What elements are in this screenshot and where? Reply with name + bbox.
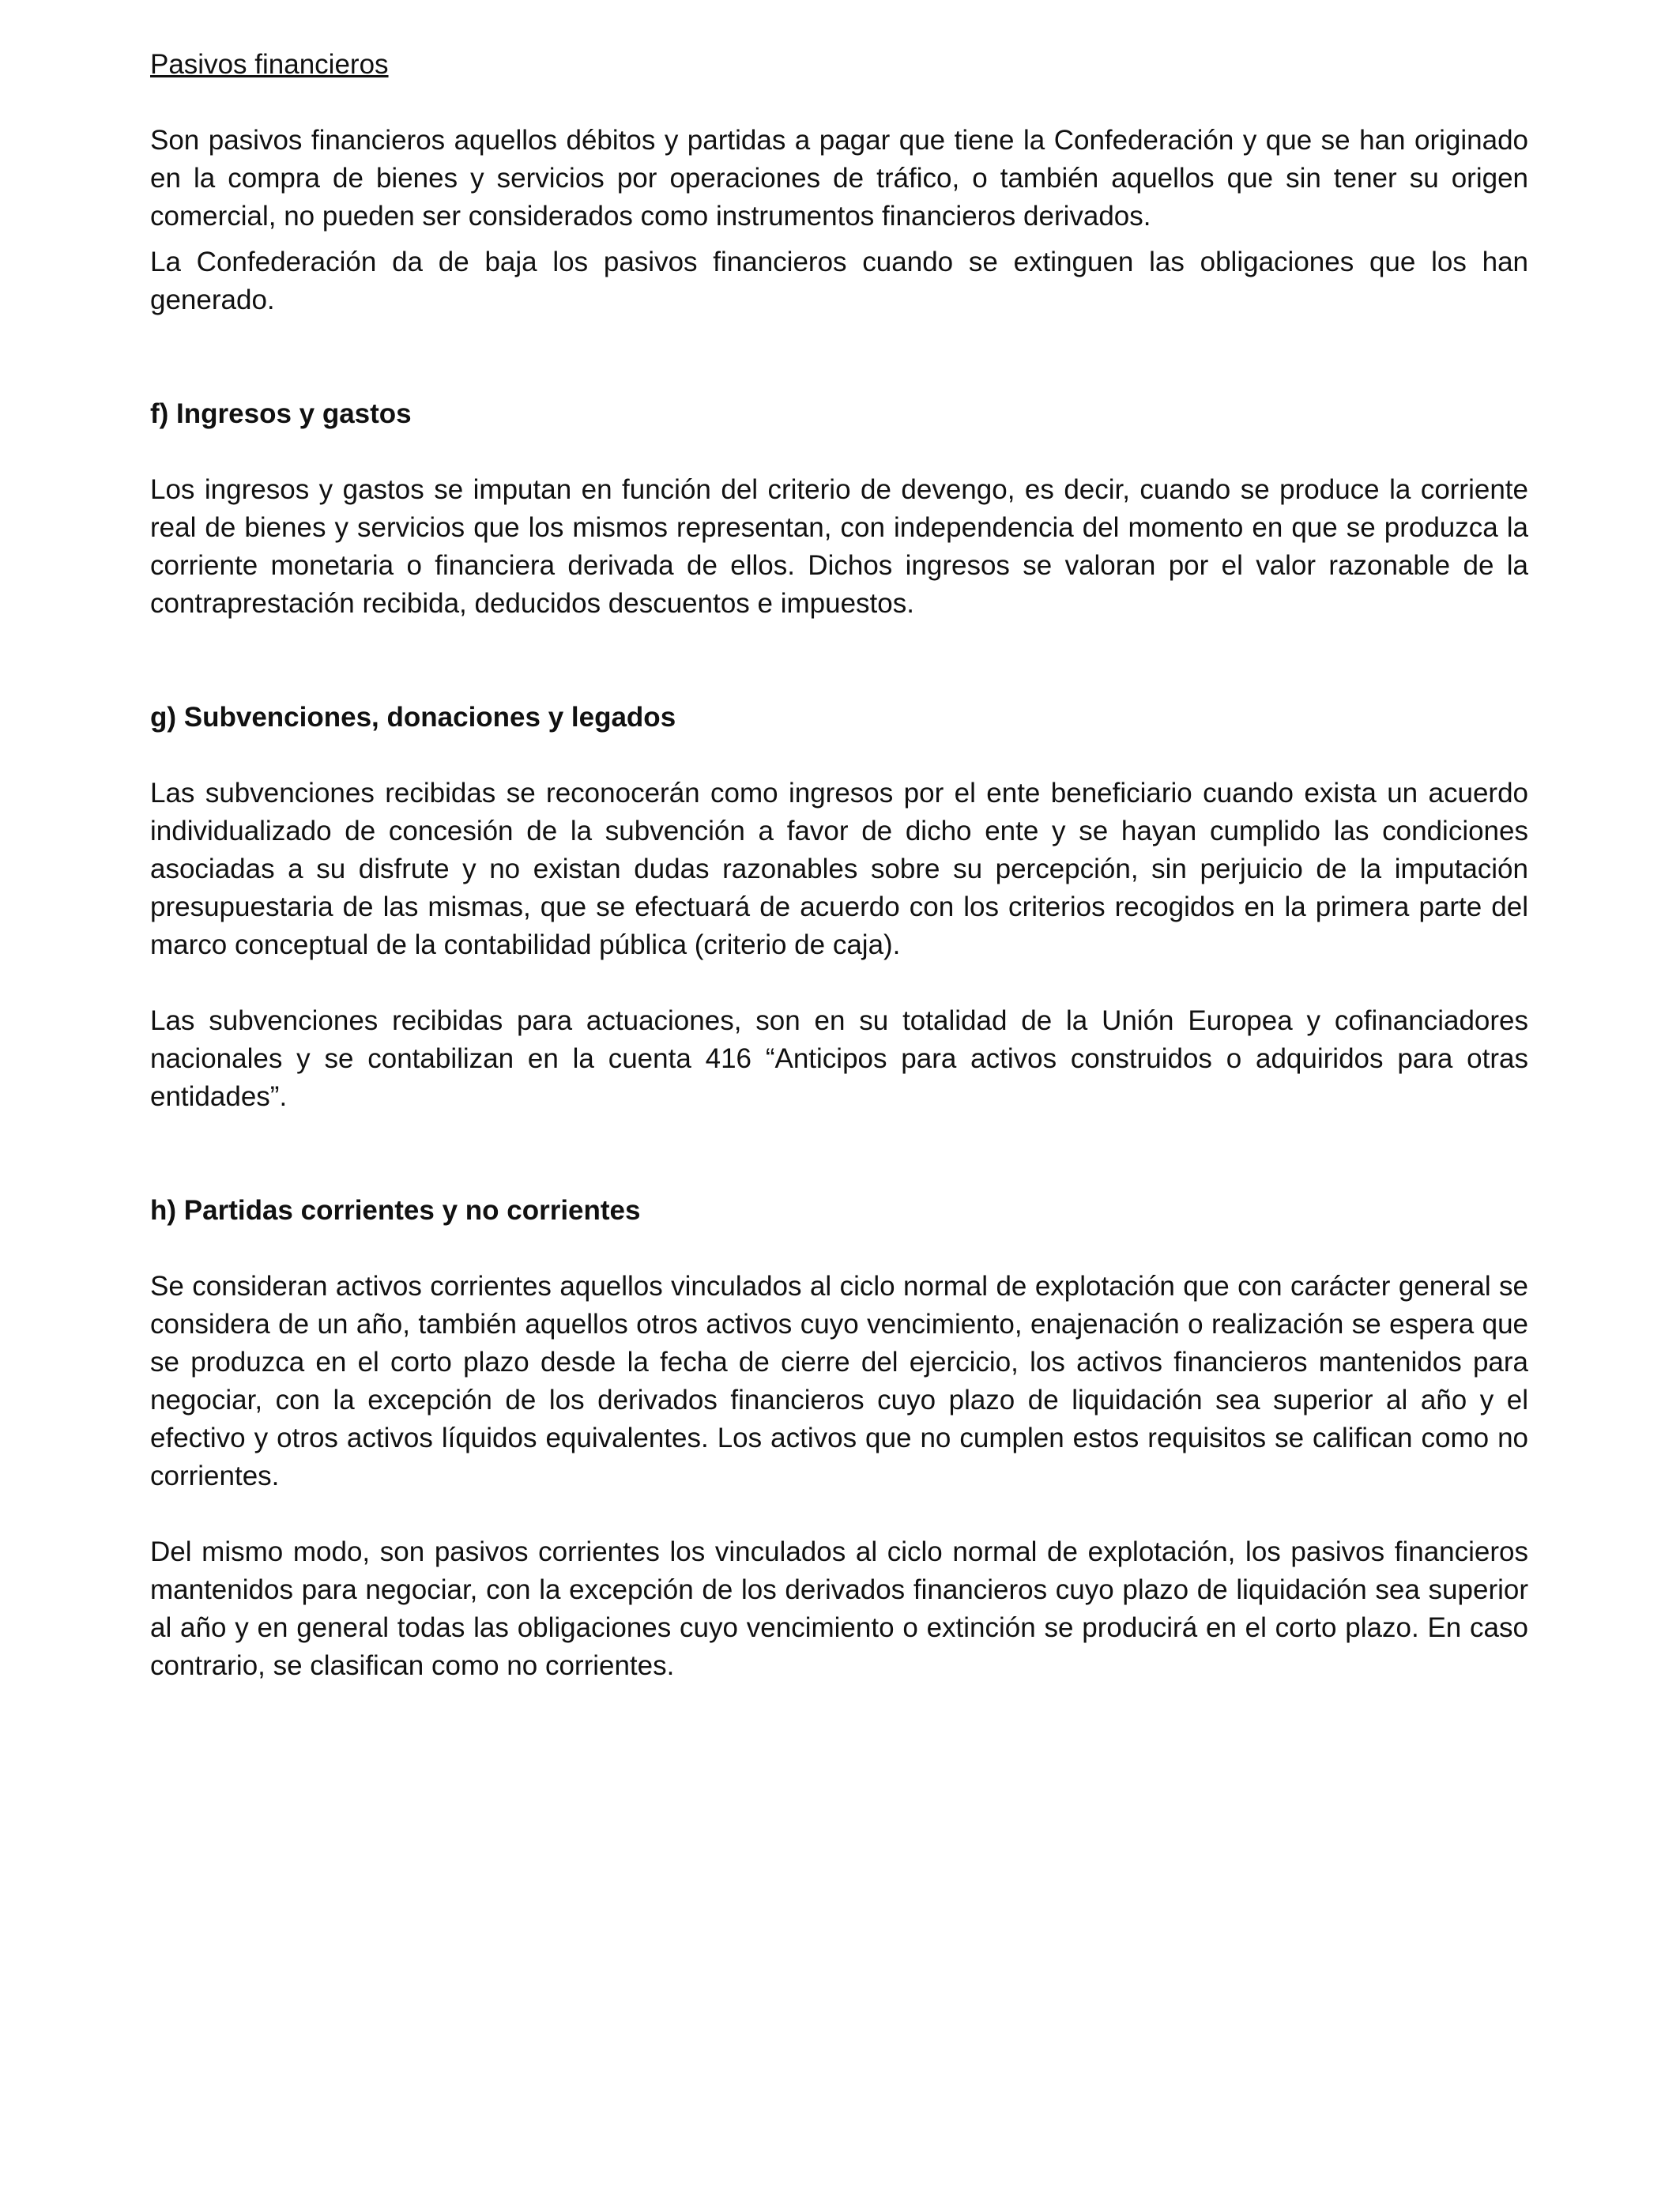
section-h-paragraph-2: Del mismo modo, son pasivos corrientes los vinculados al ciclo normal de explotación, los pasivos financieros mantenidos para negociar, con la excepción de los derivados financieros cuyo plazo de liquidación sea superior al año y en general todas las obligaciones cuyo vencimiento o extinción se producirá en el corto plazo. En caso contrario, se clasifican como no corrientes. bbox=[150, 1536, 1528, 1681]
section-h-heading: h) Partidas corrientes y no corrientes bbox=[150, 1195, 641, 1226]
section-g-paragraph-1: Las subvenciones recibidas se reconocerán como ingresos por el ente beneficiario cuando exista un acuerdo individualizado de concesión de la subvención a favor de dicho ente y se hayan cumplido las condiciones asociadas a su disfrute y no existan dudas razonables sobre su percepción, sin perjuicio de la imputación presupuestaria de las mismas, que se efectuará de acuerdo con los criterios recogidos en la primera parte del marco conceptual de la contabilidad pública (criterio de caja). bbox=[150, 778, 1528, 960]
document-page bbox=[150, 46, 1528, 1685]
section-g-heading: g) Subvenciones, donaciones y legados bbox=[150, 702, 676, 733]
pasivos-paragraph-2: La Confederación da de baja los pasivos financieros cuando se extinguen las obligaciones que los han generado. bbox=[150, 247, 1528, 315]
pasivos-paragraph-1: Son pasivos financieros aquellos débitos y partidas a pagar que tiene la Confederación y que se han originado en la compra de bienes y servicios por operaciones de tráfico, o también aquellos que sin tener su origen comercial, no pueden ser considerados como instrumentos financieros derivados. bbox=[150, 125, 1528, 232]
section-g-paragraph-2: Las subvenciones recibidas para actuaciones, son en su totalidad de la Unión Europea y cofinanciadores nacionales y se contabilizan en la cuenta 416 “Anticipos para activos construidos o adquiridos para otras entidades”. bbox=[150, 1005, 1528, 1112]
section-h-paragraph-1: Se consideran activos corrientes aquellos vinculados al ciclo normal de explotación que con carácter general se considera de un año, también aquellos otros activos cuyo vencimiento, enajenación o realización se espera que se produzca en el corto plazo desde la fecha de cierre del ejercicio, los activos financieros mantenidos para negociar, con la excepción de los derivados financieros cuyo plazo de liquidación sea superior al año y el efectivo y otros activos líquidos equivalentes. Los activos que no cumplen estos requisitos se califican como no corrientes. bbox=[150, 1271, 1528, 1491]
section-f-heading: f) Ingresos y gastos bbox=[150, 398, 412, 429]
section-f-paragraph-1: Los ingresos y gastos se imputan en función del criterio de devengo, es decir, cuando se produce la corriente real de bienes y servicios que los mismos representan, con independencia del momento en que se produzca la corriente monetaria o financiera derivada de ellos. Dichos ingresos se valoran por el valor razonable de la contraprestación recibida, deducidos descuentos e impuestos. bbox=[150, 474, 1528, 619]
subheading-pasivos-financieros: Pasivos financieros bbox=[150, 49, 389, 80]
